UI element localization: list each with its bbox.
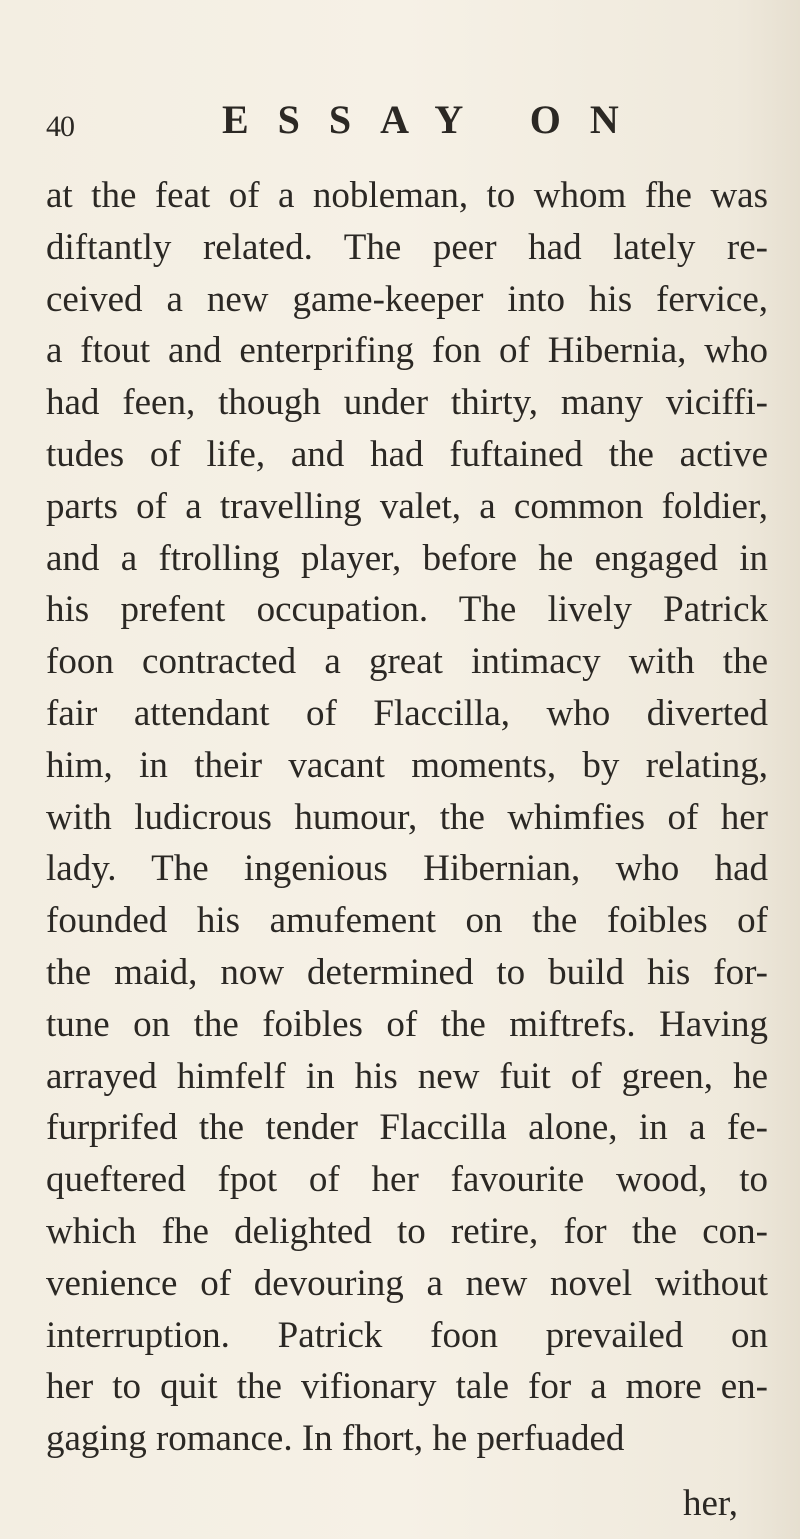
text-line: fair attendant of Flaccilla, who diverted (46, 692, 768, 734)
text-line: had feen, though under thirty, many viciffi- (46, 382, 768, 424)
page-header (46, 96, 746, 152)
text-line: queftered fpot of her favourite wood, to (46, 1159, 768, 1201)
text-line: ceived a new game-keeper into his fervice, (46, 278, 768, 320)
text-line: tudes of life, and had fuftained the active (46, 433, 768, 475)
text-line: parts of a travelling valet, a common foldier, (46, 485, 768, 527)
body-text (46, 170, 766, 1465)
text-line: gaging romance. In fhort, he perfuaded (46, 1418, 625, 1460)
text-line: her to quit the vifionary tale for a more en- (46, 1366, 768, 1408)
catchword: her, (683, 1483, 739, 1524)
text-line: venience of devouring a new novel without (46, 1262, 768, 1304)
text-line: which fhe delighted to retire, for the con- (46, 1210, 768, 1252)
text-line: at the feat of a nobleman, to whom fhe was (46, 175, 768, 216)
text-line: arrayed himfelf in his new fuit of green, he (46, 1055, 768, 1097)
text-line: his prefent occupation. The lively Patrick (46, 589, 768, 631)
text-line: and a ftrolling player, before he engaged in (46, 537, 768, 579)
running-head: ESSAY ON (222, 97, 648, 142)
text-line: founded his amufement on the foibles of (46, 900, 768, 942)
text-line: him, in their vacant moments, by relating, (46, 744, 768, 786)
text-line: furprifed the tender Flaccilla alone, in a fe- (46, 1107, 768, 1149)
page-number: 40 (46, 110, 74, 143)
text-line: a ftout and enterprifing fon of Hibernia, who (46, 330, 768, 372)
text-line: with ludicrous humour, the whimfies of her (46, 796, 768, 838)
text-line: lady. The ingenious Hibernian, who had (46, 848, 768, 890)
text-line: interruption. Patrick foon prevailed on (46, 1314, 768, 1356)
text-line: the maid, now determined to build his for- (46, 951, 768, 993)
text-line: diftantly related. The peer had lately re- (46, 226, 768, 268)
text-line: foon contracted a great intimacy with the (46, 641, 768, 683)
text-line: tune on the foibles of the miftrefs. Having (46, 1003, 768, 1045)
